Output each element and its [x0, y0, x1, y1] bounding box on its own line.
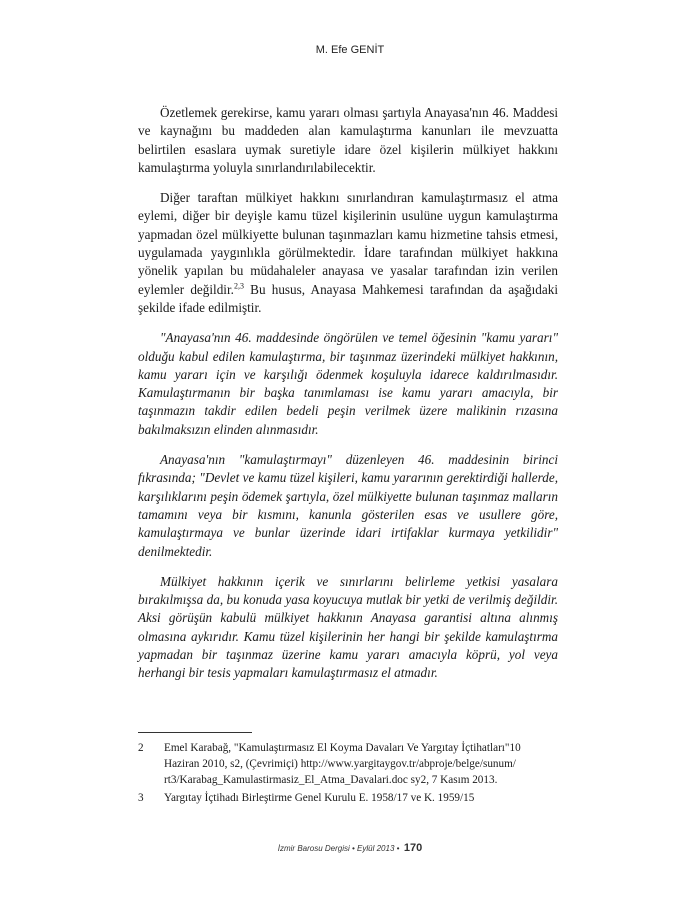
footnote — [138, 790, 558, 806]
footnote-line: Yargıtay İçtihadı Birleştirme Genel Kurulu E. 1958/17 ve K. 1959/15 — [164, 792, 475, 804]
paragraph-text-continued: Bu husus, Anayasa Mahkemesi tarafından da aşağıdaki şekilde ifade edilmiştir. — [138, 281, 559, 315]
page-number: 170 — [403, 842, 423, 854]
quote-paragraph-2: Anayasa'nın "kamulaştırmayı" düzenleyen 46. maddesinin birinci fıkrasında; "Devlet ve kamu tüzel kişileri, kamu yararının gerektirdiği hallerde, karşılıklarını peşin ödemek şartıyla, özel mülkiyette bulunan taşınmaz malların tamamını veya bir kısmını, kanunla gösterilen esas ve usullere göre, kamulaştırmaya ve bunlar üzerinde idari irtifaklar kurmaya yetkilidir" denilmektedir. — [138, 452, 558, 559]
body-text — [138, 104, 558, 695]
footnote-reference[interactable]: 2,3 — [233, 281, 244, 291]
footnote-link[interactable]: Haziran 2010, s2, (Çevrimiçi) http://www.yargitaygov.tr/abproje/belge/sunum/ — [164, 758, 516, 770]
footnotes — [138, 740, 558, 808]
quote-paragraph-1: "Anayasa'nın 46. maddesinde öngörülen ve temel öğesinin "kamu yararı" olduğu kabul edilen kamulaştırma, bir taşınmaz üzerindeki mülkiyet hakkının, kamu yararı için ve karşılığı ödenmek koşuluyla idarece kaldırılmasıdır. Kamulaştırmanın bir başka tanımlaması ise kamu yararı amacıyla, bir taşınmazın takdir edilen bedeli peşin verilmek üzere malikinin rızasına bakılmaksızın elinden alınmasıdır. — [138, 330, 558, 437]
paragraph-expropriation — [138, 189, 558, 317]
footnote-text — [164, 740, 558, 788]
quote-paragraph-3: Mülkiyet hakkının içerik ve sınırlarını belirleme yetkisi yasalara bırakılmışsa da, bu konuda yasa koyucuya mutlak bir yetki de verilmiş değildir. Aksi görüşün kabulü mülkiyet hakkının Anayasa garantisi altına alınmış olmasına aykırıdır. Kamu tüzel kişilerinin her hangi bir şekilde kamulaştırma yapmadan bir taşınmaz üzerine kamu yararı amacıyla köprü, yol veya herhangi bir tesis yapmaları kamulaştırmasız el atmadır. — [138, 573, 558, 681]
footnote-line: rt3/Karabag_Kamulastirmasiz_El_Atma_Davalari.doc sy2, 7 Kasım 2013. — [164, 774, 498, 786]
footer-journal: İzmir Barosu Dergisi • Eylül 2013 • — [277, 844, 400, 853]
running-header-author: M. Efe GENİT — [315, 44, 385, 56]
paragraph-summary: Özetlemek gerekirse, kamu yararı olması şartıyla Anayasa'nın 46. Maddesi ve kaynağını bu maddeden alan kamulaştırma kanunları ile mevzuatta belirtilen esaslara uymak suretiyle idare özel kişilerin mülkiyet hakkını kamulaştırma yoluyla sınırlandırılabilecektir. — [138, 105, 558, 175]
footnote-line: Emel Karabağ, "Kamulaştırmasız El Koyma Davaları Ve Yargıtay İçtihatları"10 — [164, 742, 521, 754]
paragraph-text: Diğer taraftan mülkiyet hakkını sınırlandıran kamulaştırmasız el atma eylemi, diğer bir deyişle kamu tüzel kişilerinin usulüne uygun kamulaştırma yapmadan özel mülkiyette bulunan taşınmazları kamu hizmetine tahsis etmesi, uygulamada yaygınlıkla görülmektedir. İdare tarafından mülkiyet hakkına yönelik yapılan bu müdahaleler anayasa ve yasalar tarafından izin verilen eylemler değildir. — [138, 190, 558, 297]
footnote-divider — [138, 732, 252, 733]
footnote-number: 2 — [138, 742, 144, 754]
footnote — [138, 740, 558, 788]
footnote-number: 3 — [138, 792, 144, 804]
footnote-text — [164, 790, 558, 806]
page-footer — [0, 838, 700, 856]
